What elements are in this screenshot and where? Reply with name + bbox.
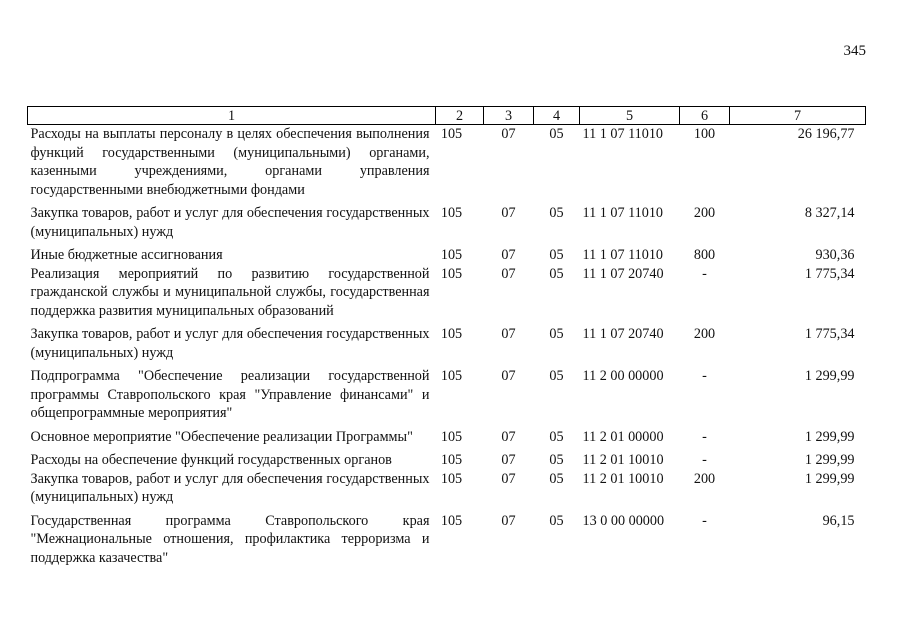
table-row <box>28 451 866 470</box>
header-col-7: 7 <box>730 107 866 125</box>
row-amount-cell: 8 327,14 <box>804 205 855 221</box>
row-target-article-cell: 11 2 01 10010 <box>582 452 664 468</box>
header-col-5: 5 <box>580 107 680 125</box>
row-target-article-cell: 11 2 01 00000 <box>582 428 664 445</box>
table-row <box>28 325 866 367</box>
row-amount-cell: 1 775,34 <box>804 326 855 342</box>
row-target-article-cell: 11 2 00 00000 <box>582 368 664 384</box>
row-amount-cell: 26 196,77 <box>797 126 855 142</box>
page-number: 345 <box>843 43 866 59</box>
row-name-cell: Реализация мероприятий по развитию государственной гражданской службы и муниципальной службы, государственная поддержка развития муниципальных образований <box>30 265 430 319</box>
row-amount-cell: 1 299,99 <box>804 470 855 487</box>
row-code-cell: 105 <box>440 205 463 221</box>
row-name-cell: Государственная программа Ставропольского края "Межнациональные отношения, профилактика терроризма и поддержка казачества" <box>30 512 430 566</box>
row-section-cell: 07 <box>501 428 516 445</box>
row-section-cell: 07 <box>501 205 516 221</box>
row-expense-type-cell: - <box>702 265 707 282</box>
row-code-cell: 105 <box>440 265 463 282</box>
row-subsection-cell: 05 <box>549 428 564 445</box>
table-row <box>28 125 866 205</box>
budget-table <box>27 106 866 572</box>
row-subsection-cell: 05 <box>549 368 564 384</box>
row-subsection-cell: 05 <box>549 512 564 529</box>
row-subsection-cell: 05 <box>549 247 564 263</box>
row-expense-type-cell: - <box>702 428 707 445</box>
table-row <box>28 204 866 246</box>
row-amount-cell: 1 299,99 <box>804 452 855 468</box>
row-name-cell: Иные бюджетные ассигнования <box>30 247 223 263</box>
row-name-cell: Расходы на выплаты персоналу в целях обеспечения выполнения функций государственными (муниципальными) органами, казенными учреждениями, органами управления государственными внебюджетными фондами <box>30 126 430 198</box>
row-expense-type-cell: 100 <box>693 126 716 142</box>
row-amount-cell: 1 775,34 <box>804 265 855 282</box>
header-col-2: 2 <box>436 107 484 125</box>
header-col-6: 6 <box>680 107 730 125</box>
row-expense-type-cell: - <box>702 512 707 529</box>
row-name-cell: Подпрограмма "Обеспечение реализации государственной программы Ставропольского края "Управление финансами" и общепрограммные мероприятия" <box>30 368 430 421</box>
row-code-cell: 105 <box>440 470 463 487</box>
row-expense-type-cell: 200 <box>693 470 716 487</box>
row-section-cell: 07 <box>501 247 516 263</box>
header-col-3: 3 <box>484 107 534 125</box>
table-row <box>28 470 866 512</box>
row-name-cell: Закупка товаров, работ и услуг для обеспечения государственных (муниципальных) нужд <box>30 326 430 361</box>
row-target-article-cell: 11 1 07 20740 <box>582 265 664 282</box>
row-code-cell: 105 <box>440 428 463 445</box>
row-code-cell: 105 <box>440 247 463 263</box>
row-code-cell: 105 <box>440 452 463 468</box>
row-section-cell: 07 <box>501 368 516 384</box>
row-section-cell: 07 <box>501 126 516 142</box>
table-body <box>28 125 866 573</box>
row-name-cell: Основное мероприятие "Обеспечение реализации Программы" <box>30 428 413 445</box>
row-amount-cell: 930,36 <box>815 247 855 263</box>
row-section-cell: 07 <box>501 326 516 342</box>
row-target-article-cell: 11 1 07 11010 <box>582 205 664 221</box>
row-name-cell: Закупка товаров, работ и услуг для обеспечения государственных (муниципальных) нужд <box>30 470 430 505</box>
row-code-cell: 105 <box>440 368 463 384</box>
row-section-cell: 07 <box>501 470 516 487</box>
row-subsection-cell: 05 <box>549 452 564 468</box>
row-code-cell: 105 <box>440 512 463 529</box>
table-row <box>28 367 866 428</box>
header-col-4: 4 <box>534 107 580 125</box>
row-target-article-cell: 13 0 00 00000 <box>582 512 665 529</box>
row-code-cell: 105 <box>440 126 463 142</box>
row-expense-type-cell: 800 <box>693 247 716 263</box>
row-subsection-cell: 05 <box>549 126 564 142</box>
table-row <box>28 265 866 326</box>
table-row <box>28 512 866 573</box>
row-expense-type-cell: - <box>702 452 707 468</box>
row-section-cell: 07 <box>501 452 516 468</box>
row-amount-cell: 96,15 <box>822 512 855 529</box>
row-expense-type-cell: - <box>702 368 707 384</box>
row-amount-cell: 1 299,99 <box>804 428 855 445</box>
row-subsection-cell: 05 <box>549 326 564 342</box>
row-expense-type-cell: 200 <box>693 326 716 342</box>
row-code-cell: 105 <box>440 326 463 342</box>
table-row <box>28 246 866 265</box>
table-header <box>28 107 866 125</box>
row-target-article-cell: 11 2 01 10010 <box>582 470 664 487</box>
row-target-article-cell: 11 1 07 20740 <box>582 326 664 342</box>
row-section-cell: 07 <box>501 512 516 529</box>
row-subsection-cell: 05 <box>549 205 564 221</box>
row-name-cell: Расходы на обеспечение функций государственных органов <box>30 452 392 468</box>
row-amount-cell: 1 299,99 <box>804 368 855 384</box>
row-name-cell: Закупка товаров, работ и услуг для обеспечения государственных (муниципальных) нужд <box>30 205 430 240</box>
table-row <box>28 428 866 452</box>
row-expense-type-cell: 200 <box>693 205 716 221</box>
row-target-article-cell: 11 1 07 11010 <box>582 247 664 263</box>
row-subsection-cell: 05 <box>549 265 564 282</box>
row-target-article-cell: 11 1 07 11010 <box>582 126 664 142</box>
row-section-cell: 07 <box>501 265 516 282</box>
row-subsection-cell: 05 <box>549 470 564 487</box>
header-col-1: 1 <box>28 107 436 125</box>
